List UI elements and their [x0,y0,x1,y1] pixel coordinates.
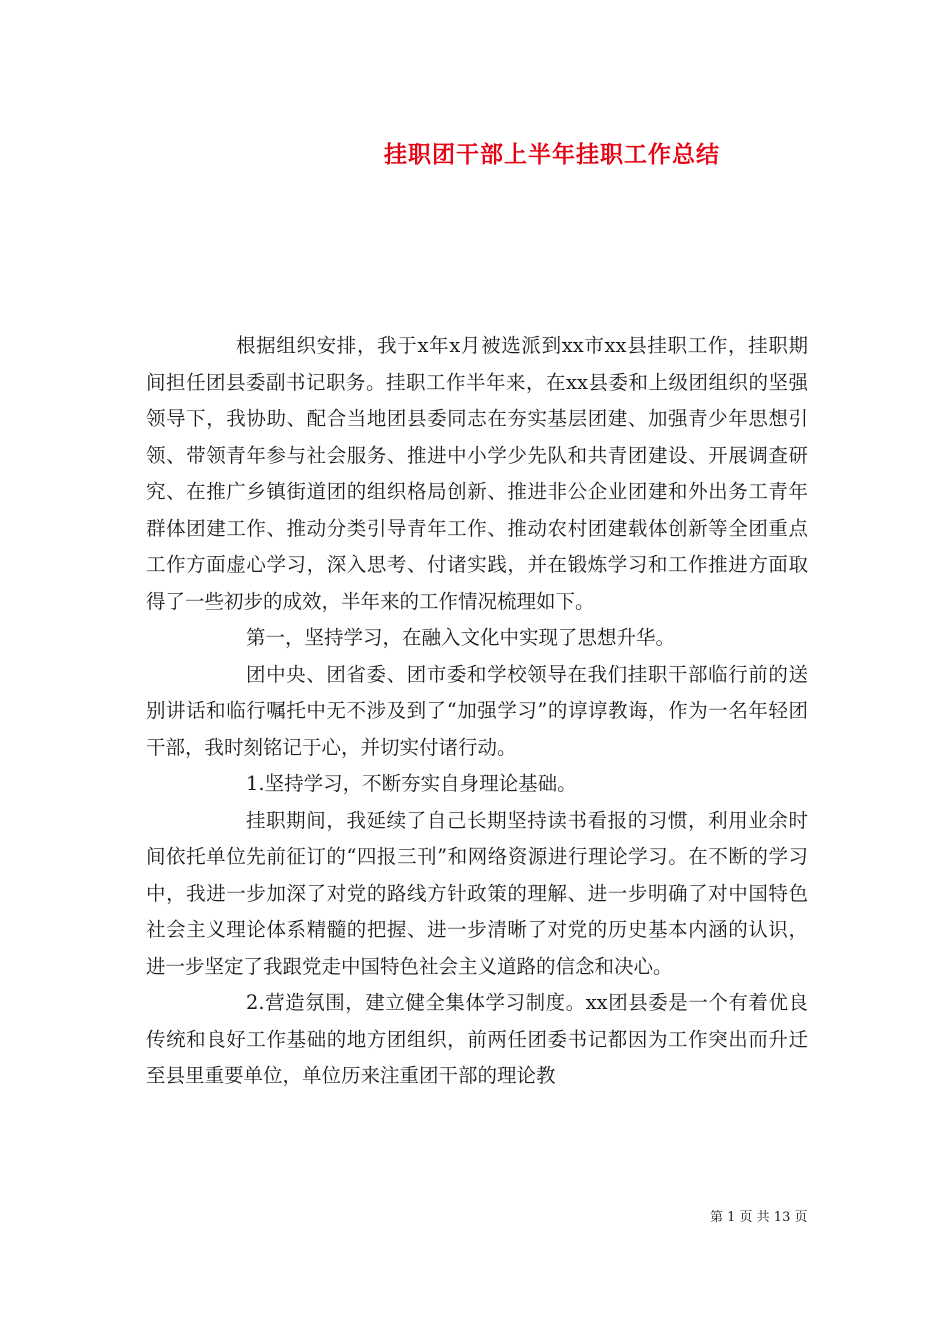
page-indicator: 第 1 页 共 13 页 [710,1210,808,1225]
document-title [0,136,950,169]
paragraph-intro: 根据组织安排，我于x年x月被选派到xx市xx县挂职工作，挂职期间担任团县委副书记职务。挂职工作半年来，在xx县委和上级团组织的坚强领导下，我协助、配合当地团县委同志在夯实基层团建、加强青少年思想引领、带领青年参与社会服务、推进中小学少先队和共青团建设、开展调查研究、在推广乡镇街道团的组织格局创新、推进非公企业团建和外出务工青年群体团建工作、推动分类引导青年工作、推动农村团建载体创新等全团重点工作方面虚心学习，深入思考、付诸实践，并在锻炼学习和工作推进方面取得了一些初步的成效，半年来的工作情况梳理如下。 [146,334,808,613]
paragraph-study-instruction: 团中央、团省委、团市委和学校领导在我们挂职干部临行前的送别讲话和临行嘱托中无不涉及到了“加强学习”的谆谆教诲，作为一名年轻团干部，我时刻铭记于心，并切实付诸行动。 [146,662,808,759]
document-body [146,328,808,1095]
paragraph-study-habit: 挂职期间，我延续了自己长期坚持读书看报的习惯，利用业余时间依托单位先前征订的“四报三刊”和网络资源进行理论学习。在不断的学习中，我进一步加深了对党的路线方针政策的理解、进一步明确了对中国特色社会主义理论体系精髓的把握、进一步清晰了对党的历史基本内涵的认识，进一步坚定了我跟党走中国特色社会主义道路的信念和决心。 [146,808,808,978]
paragraph-study-system: 2.营造氛围，建立健全集体学习制度。xx团县委是一个有着优良传统和良好工作基础的地方团组织，前两任团委书记都因为工作突出而升迁至县里重要单位，单位历来注重团干部的理论教 [146,991,808,1087]
document-title-text: 挂职团干部上半年挂职工作总结 [384,141,720,168]
subheading-study-theory: 1.坚持学习，不断夯实自身理论基础。 [246,772,577,795]
section-heading-first: 第一，坚持学习，在融入文化中实现了思想升华。 [246,626,676,649]
